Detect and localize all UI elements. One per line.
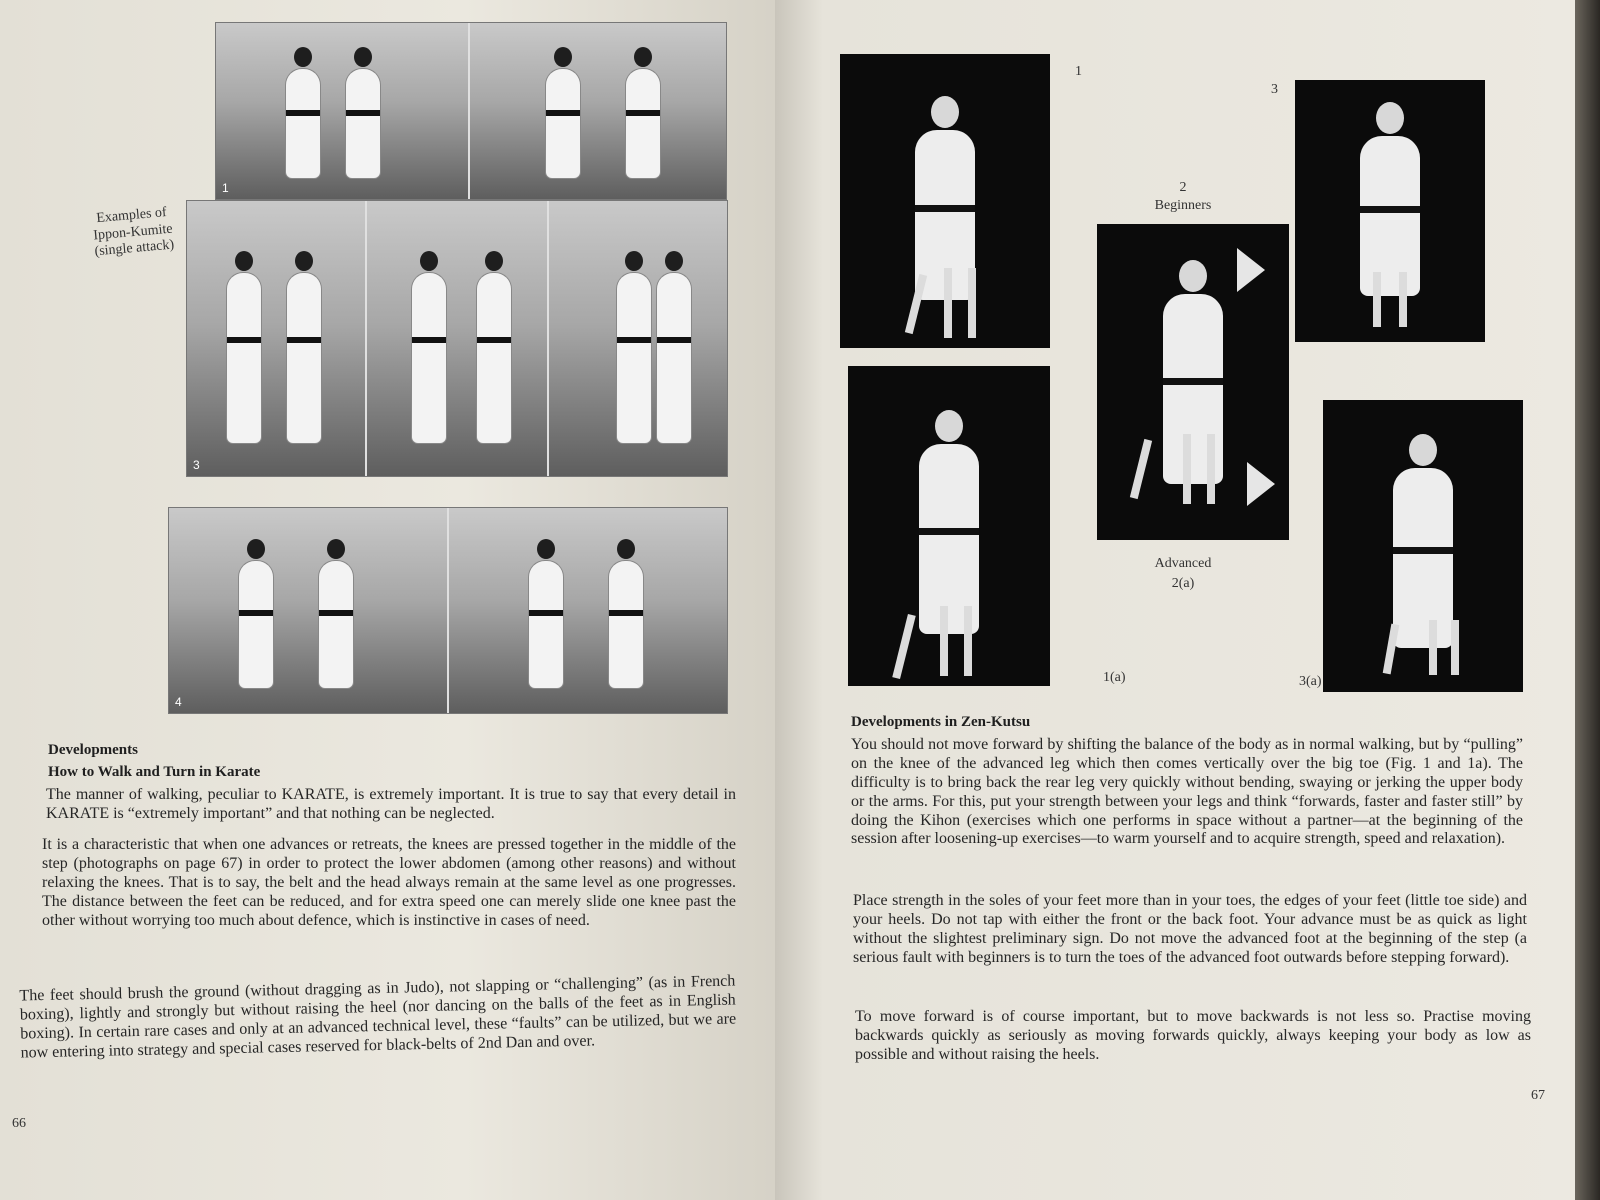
photo-number-4: 4 [175,695,182,709]
label-fig-3a: 3(a) [1299,674,1322,689]
label-fig-3: 3 [1271,82,1278,97]
page-number-left: 66 [12,1116,26,1131]
page-number-right: 67 [1531,1088,1545,1103]
figure-1-photo [840,54,1050,348]
figure-2-photo [1097,224,1289,540]
photo-caption: Examples of Ippon-Kumite (single attack) [92,205,175,260]
kumite-photo-row-1 [215,22,727,200]
label-fig-2a: 2(a) [1171,576,1195,591]
figure-3-photo [1295,80,1485,342]
label-fig-1: 1 [1075,64,1082,79]
kumite-photo-row-2 [186,200,728,477]
right-paragraph-2: Place strength in the soles of your feet more than in your toes, the edges of your feet (little toe side) and your heels. Do not tap with either the front or the back foot. Your advance must be as quick as light without the slightest preliminary sign. Do not move the advanced foot at the beginning of the step (a serious fault with beginners is to turn the toes of the advanced foot outwards before stepping forward). [853,892,1527,966]
photo-number-1: 1 [222,181,229,195]
left-paragraph-3: The feet should brush the ground (without dragging as in Judo), not slapping or “challenging” (as in French boxing), lightly and strongly but without raising the heel (nor dancing on the balls of the feet as in English boxing). In certain rare cases and only at an advanced technical level, these “faults” can be utilized, but we are now entering into strategy and special cases reserved for black-belts of 2nd Dan and over. [19,972,737,1062]
figure-3a-photo [1323,400,1523,692]
left-page [0,0,775,1200]
left-paragraph-1: The manner of walking, peculiar to KARATE, is extremely important. It is true to say that every detail in KARATE is “extremely important” and that nothing can be neglected. [46,786,736,822]
label-advanced: Advanced [1154,556,1212,571]
right-paragraph-3: To move forward is of course important, but to move backwards is not less so. Practise moving backwards quickly as seriously as moving forwards quickly, always keeping your body as low as possible and without raising the heels. [855,1008,1531,1063]
zen-kutsu-heading: Developments in Zen-Kutsu [851,714,1031,730]
kumite-photo-row-3 [168,507,728,714]
left-paragraph-2: It is a characteristic that when one advances or retreats, the knees are pressed together in the middle of the step (photographs on page 67) in order to protect the lower abdomen (among other reasons) and without relaxing the knees. That is to say, the belt and the head always remain at the same level as one progresses. The distance between the feet can be reduced, and for extra speed one can merely slide one knee past the other without worrying too much about defence, which is instinctive in cases of need. [42,836,736,929]
photo-number-3: 3 [193,458,200,472]
section-subheading: How to Walk and Turn in Karate [48,764,261,780]
label-beginners: Beginners [1154,198,1212,213]
section-heading: Developments [48,742,138,758]
forward-arrow-icon [1247,462,1275,506]
figure-1a-photo [848,366,1050,686]
right-page [775,0,1575,1200]
label-fig-2: 2 [1179,180,1187,195]
book-cover-edge [1575,0,1600,1200]
label-fig-1a: 1(a) [1103,670,1126,685]
right-paragraph-1: You should not move forward by shifting the balance of the body as in normal walking, but by “pulling” on the knee of the advanced leg which then comes vertically over the big toe (Fig. 1 and 1a). The difficulty is to bring back the rear leg very quickly without bending, swaying or jerking the upper body or the arms. For this, put your strength between your legs and think “forwards, faster and faster still” by doing the Kihon (exercises which one performs in space without a partner—at the beginning of the session after loosening-up exercises—to warm yourself and to acquire strength, speed and relaxation). [851,736,1523,848]
forward-arrow-icon [1237,248,1265,292]
